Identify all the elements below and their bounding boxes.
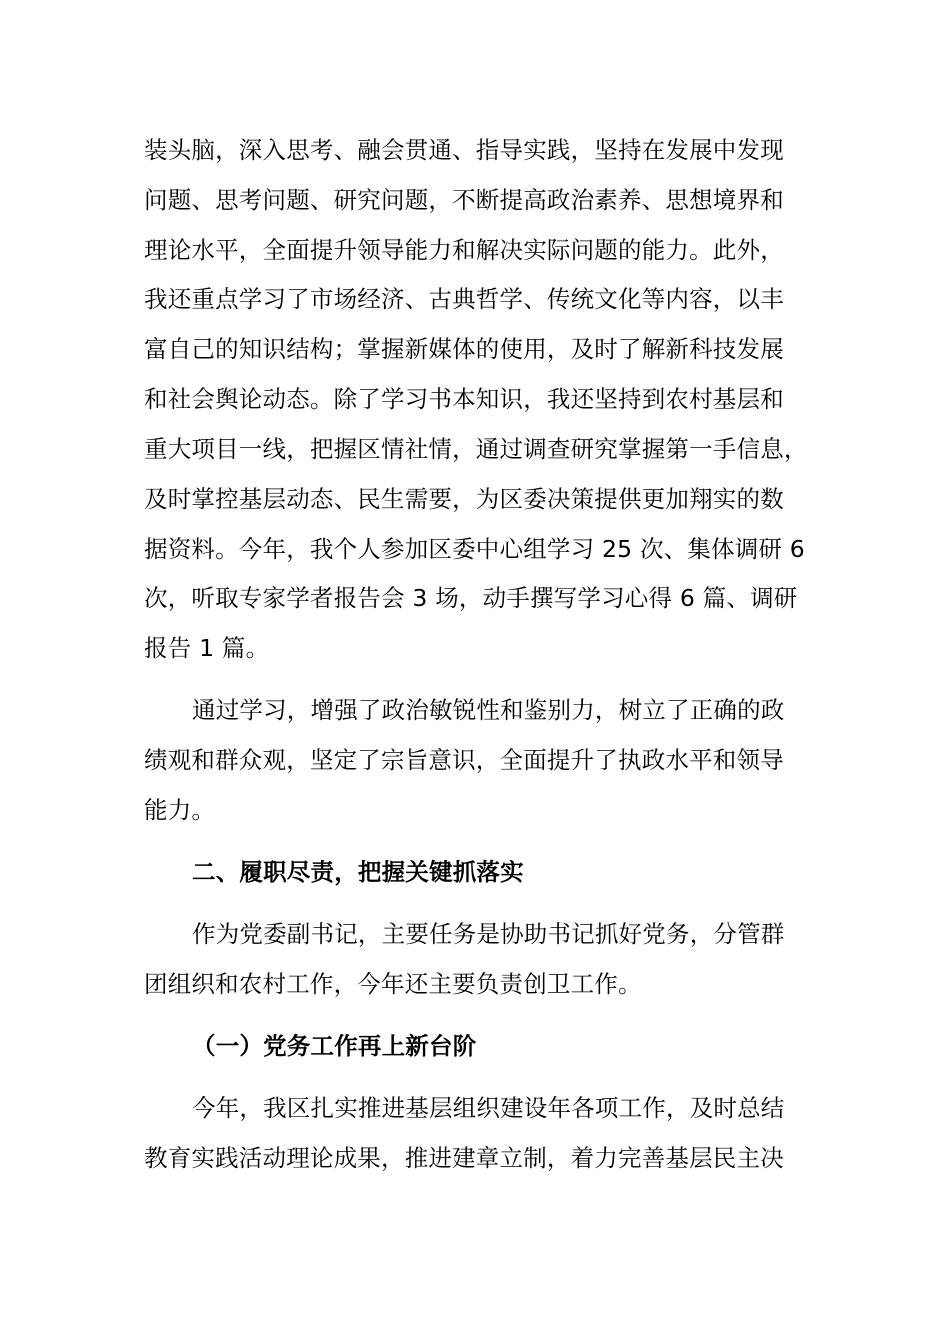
paragraph-2-line-2: 绩观和群众观，坚定了宗旨意识，全面提升了执政水平和领导: [144, 746, 784, 774]
paragraph-3-line-1: 作为党委副书记，主要任务是协助书记抓好党务，分管群: [192, 920, 785, 948]
paragraph-1-line-11: 报告 1 篇。: [144, 634, 270, 662]
paragraph-4-line-2: 教育实践活动理论成果，推进建章立制，着力完善基层民主决: [144, 1144, 784, 1172]
paragraph-3-line-2: 团组织和农村工作，今年还主要负责创卫工作。: [144, 970, 642, 998]
paragraph-1-line-4: 我还重点学习了市场经济、古典哲学、传统文化等内容，以丰: [144, 285, 784, 313]
subsection-heading: （一）党务工作再上新台阶: [192, 1032, 477, 1060]
paragraph-1-line-5: 富自己的知识结构；掌握新媒体的使用，及时了解新科技发展: [144, 335, 784, 363]
paragraph-1-line-8: 及时掌控基层动态、民生需要，为区委决策提供更加翔实的数: [144, 485, 784, 513]
paragraph-4-line-1: 今年，我区扎实推进基层组织建设年各项工作，及时总结: [192, 1094, 785, 1122]
paragraph-1-line-2: 问题、思考问题、研究问题，不断提高政治素养、思想境界和: [144, 186, 784, 214]
paragraph-2-line-1: 通过学习，增强了政治敏锐性和鉴别力，树立了正确的政: [192, 696, 785, 724]
paragraph-1-line-7: 重大项目一线，把握区情社情，通过调查研究掌握第一手信息，: [144, 435, 808, 463]
paragraph-1-line-10: 次，听取专家学者报告会 3 场，动手撰写学习心得 6 篇、调研: [144, 584, 798, 612]
paragraph-1-line-3: 理论水平，全面提升领导能力和解决实际问题的能力。此外，: [144, 236, 784, 264]
paragraph-1-line-9: 据资料。今年，我个人参加区委中心组学习 25 次、集体调研 6: [144, 535, 805, 563]
paragraph-2-line-3: 能力。: [144, 796, 216, 824]
paragraph-1-line-1: 装头脑，深入思考、融会贯通、指导实践，坚持在发展中发现: [144, 136, 784, 164]
paragraph-1-line-6: 和社会舆论动态。除了学习书本知识，我还坚持到农村基层和: [144, 385, 784, 413]
section-heading: 二、履职尽责，把握关键抓落实: [192, 858, 524, 886]
